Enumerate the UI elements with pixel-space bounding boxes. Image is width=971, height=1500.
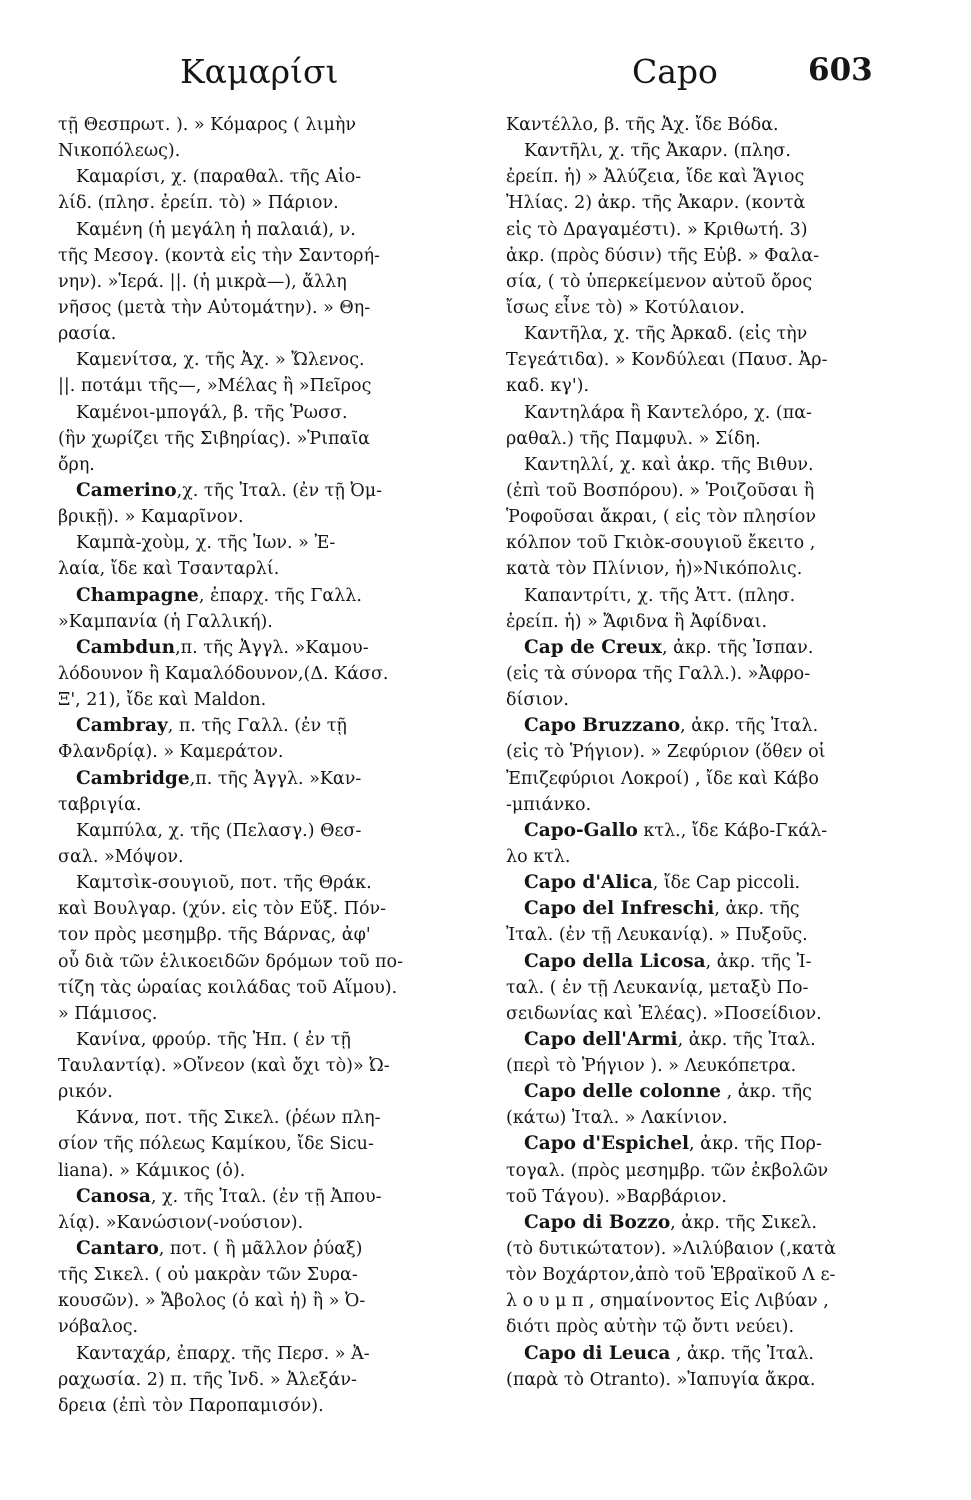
text-line (58, 1314, 460, 1340)
text-line (58, 1236, 460, 1262)
line-text: , ἀκρ. τῆς (721, 1082, 812, 1103)
line-text: , ποτ. ( ἢ μᾶλλον ῥύαξ) (158, 1239, 363, 1260)
text-line (58, 295, 460, 321)
text-line (58, 1158, 460, 1184)
text-line (58, 400, 460, 426)
line-text: νην). »Ἱερά. ||. (ἡ μικρὰ—), ἄλλη (58, 271, 347, 292)
text-line (58, 1393, 460, 1419)
line-text: τίζη τὰς ὡραίας κοιλάδας τοῦ Αἵμου). (58, 977, 398, 998)
text-line (506, 1262, 908, 1288)
entry-headword: Capo di Leuca (524, 1342, 671, 1364)
line-text: καδ. κγ'). (506, 376, 590, 397)
entry-headword: Capo Bruzzano (524, 715, 681, 737)
entry-headword: Capo del Infreschi (524, 898, 715, 920)
line-text: Καντέλλο, β. τῆς Ἀχ. ἴδε Βόδα. (506, 115, 779, 135)
line-text: , ἐπαρχ. τῆς Γαλλ. (198, 585, 362, 606)
line-text: λίᾳ). »Κανώσιον(-νούσιον). (58, 1212, 304, 1233)
text-line (58, 426, 460, 452)
entry-headword: Cambridge (76, 767, 190, 789)
text-line (58, 138, 460, 164)
text-line (58, 1053, 460, 1079)
text-line (58, 975, 460, 1001)
line-text: ,π. τῆς Ἀγγλ. »Καν- (189, 768, 362, 789)
text-line (506, 347, 908, 373)
line-text: τὸν Βοχάρτον,ἀπὸ τοῦ Ἑβραϊκοῦ Λ ε- (506, 1265, 836, 1286)
entry-headword: Capo d'Alica (524, 872, 653, 894)
line-text: Νικοπόλεως). (58, 141, 181, 162)
text-line (506, 1001, 908, 1027)
line-text: τογαλ. (πρὸς μεσημβρ. τῶν ἐκβολῶν (506, 1160, 829, 1181)
text-line (58, 556, 460, 582)
text-line (506, 739, 908, 765)
text-line (506, 818, 908, 844)
entry-headword: Cambdun (76, 636, 176, 658)
text-line (506, 609, 908, 635)
line-text: , ἀκρ. τῆς Ἰ- (705, 951, 812, 972)
text-line (58, 792, 460, 818)
text-line (58, 609, 460, 635)
text-line (58, 478, 460, 504)
text-line (58, 1367, 460, 1393)
text-line (506, 530, 908, 556)
running-head-right: Capo (632, 52, 718, 91)
text-line (506, 949, 908, 975)
text-line (506, 1158, 908, 1184)
line-text: Ἐπιζεφύριοι Λοκροί) , ἴδε καὶ Κάβο (506, 768, 819, 789)
page-header (0, 52, 971, 102)
line-text: ἴσως εἶνε τὸ) » Κοτύλαιον. (506, 297, 745, 318)
line-text: Καμπύλα, χ. τῆς (Πελασγ.) Θεσ- (76, 820, 362, 841)
line-text: liana). » Κάμικος (ὁ). (58, 1160, 246, 1181)
line-text: Ἰταλ. (ἐν τῇ Λευκανίᾳ). » Πυξοῦς. (506, 925, 808, 946)
text-line (58, 269, 460, 295)
line-text: ταλ. ( ἐν τῇ Λευκανίᾳ, μεταξὺ Πο- (506, 977, 809, 998)
line-text: Καμενίτσα, χ. τῆς Ἀχ. » Ὤλενος. (76, 350, 365, 371)
text-line (58, 373, 460, 399)
line-text: νῆσος (μετὰ τὴν Αὐτομάτην). » Θη- (58, 297, 371, 318)
text-line (506, 1079, 908, 1105)
line-text: Καντῆλα, χ. τῆς Ἀρκαδ. (εἰς τὴν (524, 324, 808, 345)
line-text: λόδουνον ἢ Καμαλόδουνον,(Δ. Κάσσ. (58, 663, 389, 684)
line-text: ρικόν. (58, 1082, 113, 1103)
line-text: »Καμπανία (ἡ Γαλλική). (58, 611, 273, 632)
line-text: κουσῶν). » Ἄβολος (ὁ καὶ ἡ) ἢ » Ὀ- (58, 1291, 366, 1312)
entry-headword: Capo di Bozzo (524, 1211, 671, 1233)
text-line (506, 321, 908, 347)
text-line (58, 347, 460, 373)
line-text: Καμένοι-μπογάλ, β. τῆς Ῥωσσ. (76, 402, 348, 423)
line-text: λο κτλ. (506, 846, 571, 867)
line-text: , ἀκρ. τῆς Ἰταλ. (670, 1343, 814, 1364)
text-line (58, 1341, 460, 1367)
text-line (58, 818, 460, 844)
line-text: (περὶ τὸ Ῥήγιον ). » Λευκόπετρα. (506, 1056, 797, 1077)
line-text: ρασία. (58, 324, 117, 345)
line-text: καὶ Βουλγαρ. (χύν. εἰς τὸν Εὔξ. Πόν- (58, 899, 387, 920)
line-text: , ἀκρ. τῆς (714, 899, 800, 920)
line-text: , π. τῆς Γαλλ. (ἐν τῇ (167, 716, 347, 737)
line-text: δρεια (ἐπὶ τὸν Παροπαμισόν). (58, 1395, 324, 1416)
line-text: σειδωνίας καὶ Ἐλέας). »Ποσείδιον. (506, 1003, 822, 1024)
text-line (506, 269, 908, 295)
text-line (58, 635, 460, 661)
line-text: Καντῆλι, χ. τῆς Ἀκαρν. (πλησ. (524, 141, 791, 162)
entry-headword: Camerino (76, 479, 177, 501)
text-line (506, 792, 908, 818)
text-line (58, 1210, 460, 1236)
text-line (506, 190, 908, 216)
text-line (58, 583, 460, 609)
line-text: Ξ', 21), ἴδε καὶ Maldon. (58, 690, 267, 711)
entry-headword: Cantaro (76, 1238, 159, 1260)
text-line (506, 870, 908, 896)
line-text: διότι πρὸς αὐτὴν τῷ ὄντι νεύει). (506, 1317, 795, 1338)
line-text: λ ο υ μ π , σημαίνοντος Εἰς Λιβύαν , (506, 1291, 829, 1312)
line-text: κτλ., ἴδε Κάβο-Γκάλ- (637, 820, 828, 841)
right-column (506, 112, 908, 1393)
line-text: ,χ. τῆς Ἰταλ. (ἐν τῇ Ὀμ- (176, 480, 383, 501)
text-line (58, 1079, 460, 1105)
text-line (506, 164, 908, 190)
text-line (58, 1027, 460, 1053)
line-text: τῆς Σικελ. ( οὐ μακρὰν τῶν Συρα- (58, 1265, 358, 1286)
text-line (58, 530, 460, 556)
line-text: Καμένη (ἡ μεγάλη ἡ παλαιά), ν. (76, 219, 356, 240)
text-line (506, 1027, 908, 1053)
entry-headword: Champagne (76, 584, 199, 606)
text-line (58, 766, 460, 792)
text-line (58, 922, 460, 948)
line-text: Κανταχάρ, ἐπαρχ. τῆς Περσ. » Ἀ- (76, 1343, 370, 1364)
line-text: ραχωσία. 2) π. τῆς Ἰνδ. » Ἀλεξάν- (58, 1369, 357, 1390)
text-line (506, 844, 908, 870)
text-line (506, 1210, 908, 1236)
text-line (506, 1053, 908, 1079)
text-line (506, 975, 908, 1001)
text-line (58, 687, 460, 713)
line-text: ραθαλ.) τῆς Παμφυλ. » Σίδη. (506, 428, 761, 449)
line-text: Καντηλλί, χ. καὶ ἀκρ. τῆς Βιθυν. (524, 454, 814, 475)
line-text: (ἣν χωρίζει τῆς Σιβηρίας). »Ῥιπαῖα (58, 428, 370, 449)
text-line (506, 243, 908, 269)
line-text: Φλανδρίᾳ). » Καμεράτον. (58, 742, 284, 763)
text-line (58, 217, 460, 243)
left-column (58, 112, 460, 1419)
line-text: λίδ. (πλησ. ἐρείπ. τὸ) » Πάριον. (58, 193, 339, 214)
page-number: 603 (808, 52, 873, 88)
text-line (506, 583, 908, 609)
line-text: εἰς τὸ Δραγαμέστι). » Κριθωτή. 3) (506, 219, 808, 240)
text-line (506, 138, 908, 164)
entry-headword: Capo delle colonne (524, 1081, 722, 1103)
text-line (506, 426, 908, 452)
line-text: Καμτσὶκ-σουγιοῦ, ποτ. τῆς Θράκ. (76, 873, 372, 894)
line-text: ἀκρ. (πρὸς δύσιν) τῆς Εὐβ. » Φαλα- (506, 245, 820, 266)
text-line (506, 896, 908, 922)
text-line (506, 373, 908, 399)
line-text: , ἀκρ. τῆς Ἰταλ. (680, 716, 819, 737)
line-text: , ἴδε Cap piccoli. (652, 873, 801, 894)
line-text: , ἀκρ. τῆς Σικελ. (670, 1212, 817, 1233)
text-line (506, 661, 908, 687)
line-text: , ἀκρ. τῆς Ἰσπαν. (661, 637, 814, 658)
text-line (58, 164, 460, 190)
text-line (58, 739, 460, 765)
line-text: ταβριγία. (58, 794, 142, 815)
line-text: τοῦ Τάγου). »Βαρβάριον. (506, 1186, 727, 1207)
text-line (506, 295, 908, 321)
text-line (506, 556, 908, 582)
line-text: ,π. τῆς Ἀγγλ. »Καμου- (175, 637, 369, 658)
line-text: (ἐπὶ τοῦ Βοσπόρου). » Ῥοιζοῦσαι ἢ (506, 480, 815, 501)
text-line (506, 635, 908, 661)
line-text: ἐρείπ. ἡ) » Ἄφιδνα ἢ Ἀφίδναι. (506, 611, 768, 632)
line-text: Καντηλάρα ἢ Καντελόρο, χ. (πα- (524, 402, 812, 423)
line-text: ὄρη. (58, 454, 95, 475)
text-line (506, 1341, 908, 1367)
line-text: Καμπὰ-χοὺμ, χ. τῆς Ἰων. » Ἐ- (76, 533, 336, 554)
line-text: σαλ. »Μόψον. (58, 846, 184, 867)
entry-headword: Canosa (76, 1185, 151, 1207)
text-line (506, 1131, 908, 1157)
line-text: , ἀκρ. τῆς Πορ- (689, 1134, 822, 1155)
line-text: Ῥοφοῦσαι ἄκραι, ( εἰς τὸν πλησίον (506, 507, 816, 528)
line-text: τῇ Θεσπρωτ. ). » Κόμαρος ( λιμὴν (58, 115, 357, 135)
entry-headword: Capo della Licosa (524, 950, 706, 972)
text-line (58, 844, 460, 870)
line-text: οὗ διὰ τῶν ἑλικοειδῶν δρόμων τοῦ πο- (58, 951, 403, 972)
text-line (58, 1262, 460, 1288)
line-text: -μπιάνκο. (506, 794, 592, 815)
line-text: κατὰ τὸν Πλίνιον, ἡ)»Νικόπολις. (506, 559, 803, 580)
text-line (58, 713, 460, 739)
text-line (58, 949, 460, 975)
text-line (58, 243, 460, 269)
text-line (506, 766, 908, 792)
text-line (506, 1184, 908, 1210)
text-line (58, 1288, 460, 1314)
line-text: σίον τῆς πόλεως Καμίκου, ἴδε Sicu- (58, 1134, 374, 1155)
text-line (58, 1131, 460, 1157)
text-line (506, 452, 908, 478)
line-text: (εἰς τὸ Ῥήγιον). » Ζεφύριον (ὅθεν οἱ (506, 742, 826, 763)
entry-headword: Capo d'Espichel (524, 1133, 690, 1155)
text-line (58, 661, 460, 687)
text-line (58, 1105, 460, 1131)
line-text: νόβαλος. (58, 1317, 139, 1338)
line-text: (κάτω) Ἰταλ. » Λακίνιον. (506, 1108, 728, 1129)
line-text: , χ. τῆς Ἰταλ. (ἐν τῇ Ἀπου- (150, 1186, 382, 1207)
text-line (58, 452, 460, 478)
line-text: Τεγεάτιδα). » Κονδύλεαι (Παυσ. Ἀρ- (506, 350, 828, 371)
text-line (506, 1105, 908, 1131)
text-line (506, 713, 908, 739)
text-line (58, 1184, 460, 1210)
line-text: (εἰς τὰ σύνορα τῆς Γαλλ.). »Ἀφρο- (506, 663, 811, 684)
line-text: , ἀκρ. τῆς Ἰταλ. (677, 1029, 816, 1050)
line-text: Καμαρίσι, χ. (παραθαλ. τῆς Αἰο- (76, 167, 362, 188)
text-line (506, 478, 908, 504)
line-text: δίσιον. (506, 690, 569, 711)
line-text: (παρὰ τὸ Otranto). »Ἰαπυγία ἄκρα. (506, 1369, 816, 1390)
line-text: ἐρείπ. ἡ) » Ἀλύζεια, ἴδε καὶ Ἅγιος (506, 167, 805, 188)
line-text: λαία, ἴδε καὶ Τσανταρλί. (58, 559, 280, 580)
text-line (506, 1367, 908, 1393)
line-text: (τὸ δυτικώτατον). »Λιλύβαιον (,κατὰ (506, 1239, 836, 1260)
line-text: Κάννα, ποτ. τῆς Σικελ. (ῥέων πλη- (76, 1108, 381, 1129)
line-text: Κανίνα, φρούρ. τῆς Ἠπ. ( ἐν τῇ (76, 1029, 351, 1050)
text-line (58, 190, 460, 216)
line-text: βρικῇ). » Καμαρῖνον. (58, 507, 244, 528)
text-line (58, 112, 460, 138)
line-text: σία, ( τὸ ὑπερκείμενον αὐτοῦ ὄρος (506, 271, 813, 292)
text-line (58, 321, 460, 347)
line-text: τον πρὸς μεσημβρ. τῆς Βάρνας, ἀφ' (58, 925, 371, 946)
text-line (506, 504, 908, 530)
line-text: ||. ποτάμι τῆς—, »Μέλας ἢ »Πεῖρος (58, 376, 372, 397)
line-text: κόλπον τοῦ Γκιὸκ-σουγιοῦ ἔκειτο , (506, 533, 816, 554)
text-line (506, 1314, 908, 1340)
text-line (58, 896, 460, 922)
entry-headword: Capo dell'Armi (524, 1028, 678, 1050)
text-line (506, 217, 908, 243)
text-line (506, 1288, 908, 1314)
entry-headword: Cap de Creux (524, 636, 662, 658)
text-line (506, 1236, 908, 1262)
running-head-left: Καμαρίσι (180, 52, 339, 91)
text-line (58, 504, 460, 530)
entry-headword: Cambray (76, 715, 168, 737)
line-text: Ταυλαντίᾳ). »Οἴνεον (καὶ ὄχι τὸ)» Ὠ- (58, 1056, 390, 1077)
text-line (58, 1001, 460, 1027)
text-line (506, 687, 908, 713)
line-text: Καπαντρίτι, χ. τῆς Ἀττ. (πλησ. (524, 585, 796, 606)
text-line (506, 112, 908, 138)
line-text: Ἠλίας. 2) ἀκρ. τῆς Ἀκαρν. (κοντὰ (506, 193, 806, 214)
text-line (506, 922, 908, 948)
text-line (506, 400, 908, 426)
line-text: τῆς Μεσογ. (κοντὰ εἰς τὴν Σαντορή- (58, 245, 380, 266)
entry-headword: Capo-Gallo (524, 819, 638, 841)
text-line (58, 870, 460, 896)
line-text: » Πάμισος. (58, 1003, 158, 1024)
